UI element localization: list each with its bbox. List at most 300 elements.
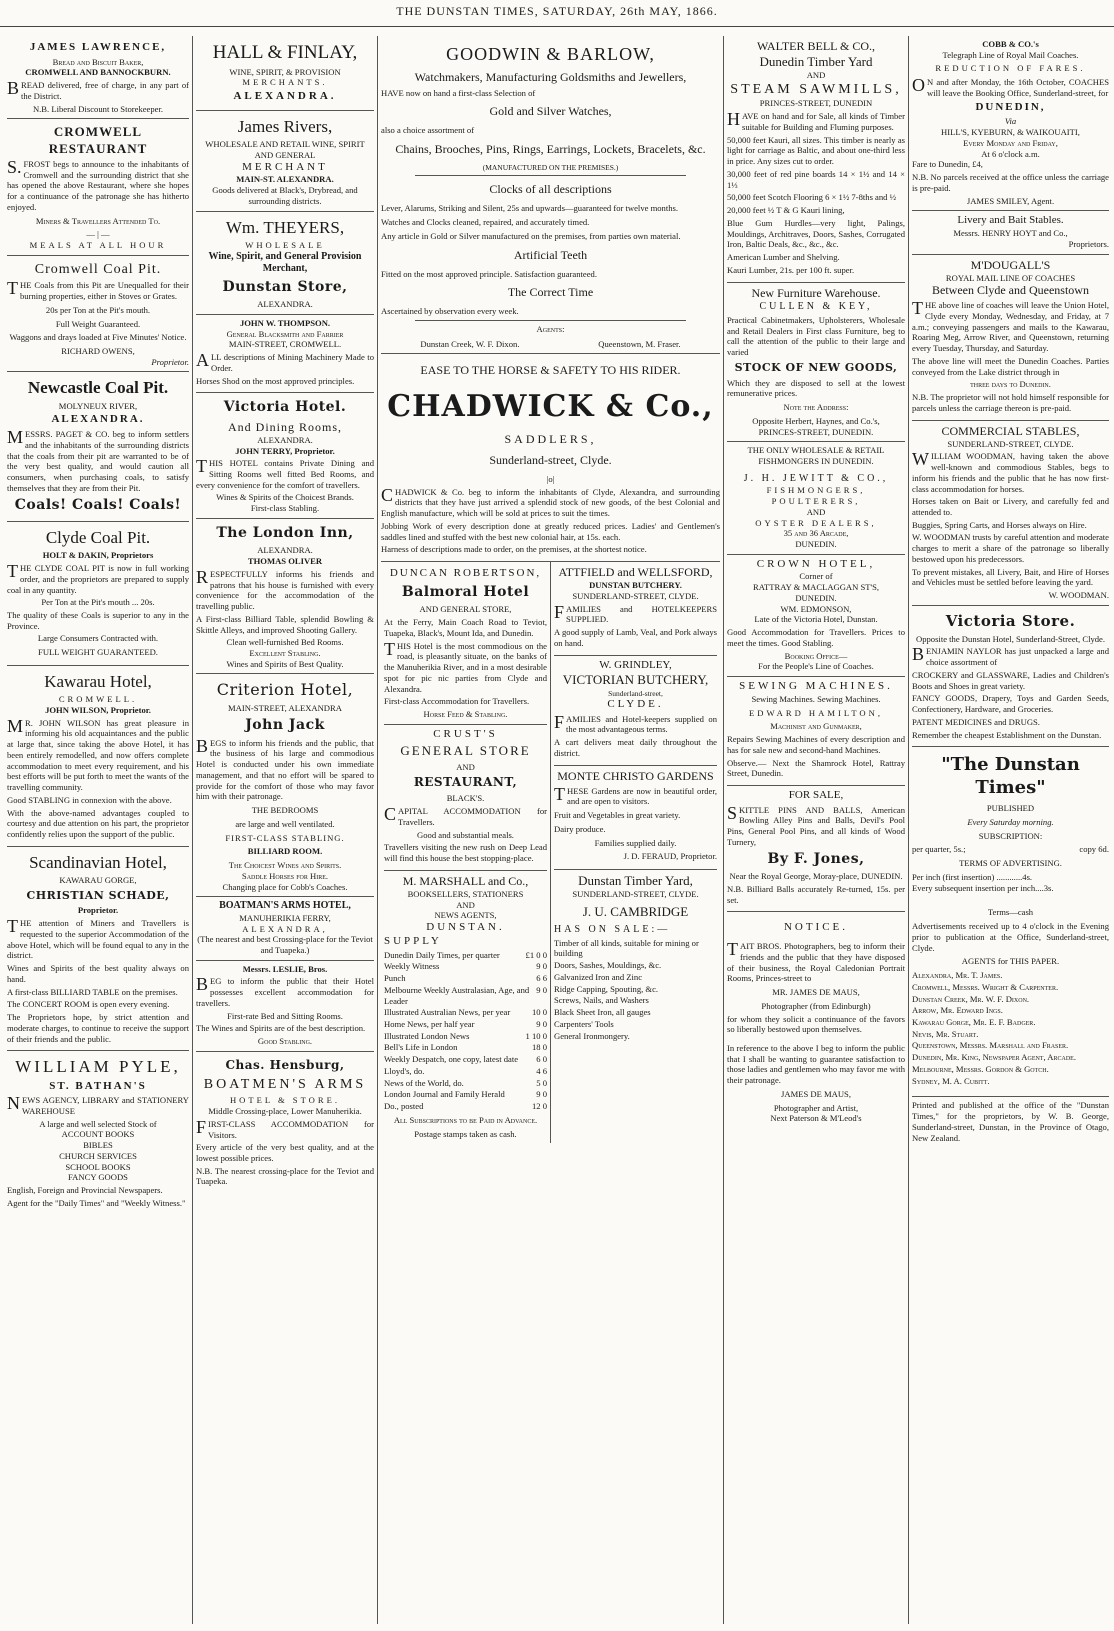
ad-note: Horses taken on Bait or Livery, and carefully fed and attended to. <box>912 496 1109 517</box>
ad-note: Agents: <box>536 324 565 335</box>
ad-note: Good Stabling. <box>257 1036 313 1047</box>
ad-subtitle: Bread and Biscuit Baker, <box>52 56 144 67</box>
ad-note: AND <box>456 899 475 910</box>
ad-goodwin-barlow <box>381 36 720 354</box>
ad-title: Wm. THEYERS, <box>225 217 345 237</box>
ad-scandinavian-hotel <box>7 847 189 1052</box>
price-row: Illustrated Australian News, per year 10 0 <box>384 1007 547 1018</box>
ad-note: FULL WEIGHT GUARANTEED. <box>38 647 158 658</box>
ad-title: Scandinavian Hotel, <box>29 852 167 872</box>
ad-dunstan-times <box>912 747 1109 1149</box>
ad-title: Victoria Hotel. <box>223 399 347 416</box>
ad-owner: MR. JAMES DE MAUS, <box>772 987 860 998</box>
ad-title: W. GRINDLEY, <box>599 658 672 671</box>
ad-note: Full Weight Guaranteed. <box>55 318 141 329</box>
price-row: Dunedin Daily Times, per quarter £1 0 0 <box>384 949 547 960</box>
ad-james-rivers <box>196 111 374 212</box>
ad-title: COBB & CO.'s <box>982 39 1039 49</box>
ad-note: Coals! Coals! Coals! <box>14 496 182 513</box>
ad-note: Wines and Spirits of the best quality always on hand. <box>7 963 189 984</box>
ad-victoria-store <box>912 606 1109 747</box>
ad-note: Remember the cheapest Establishment on the Dunstan. <box>912 729 1102 740</box>
ad-theyers <box>196 212 374 315</box>
price-row: Home News, per half year 9 0 <box>384 1018 547 1029</box>
ad-hensburg <box>196 1052 374 1193</box>
ad-note: Via <box>1004 116 1017 127</box>
ad-body: for whom they solicit a continuance of the favors so liberally bestowed upon themselves. <box>727 1013 905 1035</box>
ad-duncan-robertson <box>384 562 547 725</box>
ad-note: Kauri Lumber, 21s. per 100 ft. super. <box>727 264 855 275</box>
ad-title: Messrs. LESLIE, Bros. <box>242 963 328 974</box>
ad-body: THIS HOTEL contains Private Dining and Sitting Rooms well fitted Bed Rooms, and every convenience for the comfort of travellers. <box>196 456 374 490</box>
ad-place: SUNDERLAND-STREET, CLYDE. <box>572 590 699 601</box>
ad-title: CROMWELL RESTAURANT <box>48 124 148 156</box>
ad-place: PRINCES-STREET, DUNEDIN. <box>758 426 874 437</box>
ad-owner: THOMAS OLIVER <box>247 556 323 567</box>
ad-price: 20s per Ton at the Pit's mouth. <box>45 304 151 315</box>
ad-subtitle: Machinist and Gunmaker, <box>770 721 862 732</box>
ad-place: DUNSTAN. <box>426 921 505 934</box>
ad-place: DUNEDIN, <box>975 100 1046 113</box>
masthead: THE DUNSTAN TIMES, SATURDAY, 26th MAY, 1866. <box>0 0 1114 27</box>
ad-place: ALEXANDRA. <box>233 90 337 103</box>
ad-owner: Messrs. HENRY HOYT and Co., <box>953 228 1068 239</box>
ad-title: Cromwell Coal Pit. <box>34 261 162 277</box>
ad-note: Corner of <box>799 571 833 582</box>
ad-title: HALL & FINLAY, <box>212 42 358 63</box>
ad-subtitle: Balmoral Hotel <box>401 583 530 600</box>
ad-body: In reference to the above I beg to inform the public that I shall be wanting to guarantee satisfaction to those ladies and gentlemen who may favor me with their patronage. <box>727 1043 905 1086</box>
ad-role: Photographer and Artist, <box>773 1102 859 1113</box>
ad-owner: JOHN TERRY, Proprietor. <box>235 445 335 456</box>
list-item: Nevis, Mr. Stuart. <box>912 1028 979 1039</box>
list-item: Black Sheet Iron, all gauges <box>554 1007 651 1018</box>
ad-body: Practical Cabinetmakers, Upholsterers, Wholesale and Retail Dealers in First class Furniture, beg to call the attention of the public to their large and varied <box>727 315 905 358</box>
ad-note: Miners & Travellers Attended To. <box>35 215 161 226</box>
ad-boatmans-arms <box>196 897 374 960</box>
ad-body: ALL descriptions of Mining Machinery Made to Order. <box>196 350 374 373</box>
ad-body: (The nearest and best Crossing-place for the Teviot and Tuapeka.) <box>197 934 373 955</box>
ad-owner: J. U. CAMBRIDGE <box>582 903 689 919</box>
ad-subtitle: SUPPLY <box>384 934 442 947</box>
ad-note: Fruit and Vegetables in great variety. <box>554 810 681 821</box>
ad-commercial-stables <box>912 421 1109 606</box>
ad-subtitle: General Blacksmith and Farrier <box>226 328 344 339</box>
ad-subtitle: HAS ON SALE:— <box>554 924 671 936</box>
ad-body: Watches and Clocks cleaned, repaired, and accurately timed. <box>381 217 590 228</box>
ad-body: Jobbing Work of every description done at greatly reduced prices. Ladies' and Gentlemen's saddles lined and stuffed with the best new colonial hair, at 15s. each. <box>381 520 720 542</box>
ad-note: (MANUFACTURED ON THE PREMISES.) <box>482 162 619 172</box>
ad-note: AND <box>806 70 826 81</box>
column-1 <box>4 36 192 1624</box>
ad-note: Every Saturday morning. <box>967 816 1054 827</box>
ad-subtitle: VICTORIAN BUTCHERY, <box>562 672 709 688</box>
ad-note: First-rate Bed and Sitting Rooms. <box>227 1010 343 1021</box>
ad-new-furniture <box>727 283 905 443</box>
paper-title: "The Dunstan Times" <box>941 754 1080 798</box>
ad-note: Good and substantial meals. <box>417 829 514 840</box>
ad-note: THE BEDROOMS <box>251 805 319 816</box>
ad-subtitle: Sewing Machines. Sewing Machines. <box>751 693 881 704</box>
list-item: Timber of all kinds, suitable for mining or building <box>554 937 699 959</box>
ad-place: PRINCES-STREET, DUNEDIN <box>759 98 873 109</box>
ad-body: THE attention of Miners and Travellers is requested to the superior Accommodation of the above Hotel, which will be found equal to any in the district. <box>7 916 189 961</box>
ad-title: Criterion Hotel, <box>216 680 354 700</box>
ad-cobb-co <box>912 36 1109 211</box>
ad-owner: HOLT & DAKIN, Proprietors <box>42 550 154 561</box>
ad-body: MR. JOHN WILSON has great pleasure in informing his old acquaintances and the public at large that, since taking the above Hotel, it has been entirely remodelled, and now offers complete accommodation to meet every requirement, and his best efforts will be put forth to meet the wants of the travelling community. <box>7 715 189 793</box>
list-item: FANCY GOODS <box>68 1172 128 1183</box>
ad-subtitle: REDUCTION OF FARES. <box>935 63 1086 74</box>
ad-owner: JAMES DE MAUS, <box>781 1088 851 1099</box>
ad-note: Families supplied daily. <box>594 837 677 848</box>
ad-note: three days to Dunedin. <box>970 379 1051 390</box>
ad-note: CROCKERY and GLASSWARE, Ladies and Children's Boots and Shoes in great variety. <box>912 669 1109 691</box>
ad-note: N.B. Liberal Discount to Storekeeper. <box>32 103 164 114</box>
ad-owner: By F. Jones, <box>767 850 865 867</box>
ad-subtitle: EASE TO THE HORSE & SAFETY TO HIS RIDER. <box>420 363 681 378</box>
ad-place: BLACK'S. <box>446 793 485 804</box>
separator: — | — <box>86 229 110 240</box>
ad-subtitle: WHOLESALE AND RETAIL WINE, SPIRIT AND GENERAL <box>205 139 365 160</box>
ad-note: 50,000 feet Scotch Flooring 6 × 1½ 7-8ths and ½ <box>727 192 897 203</box>
ad-body: THE above line of coaches will leave the Union Hotel, Clyde every Monday, Wednesday, and Friday, at 7 a.m.; conveying passengers and mails to the Kawarau, Roaring Meg, Arrow River, and Queenstown, returning every Tuesday, Thursday, and Saturday. <box>912 298 1109 354</box>
list-item: Dunstan Creek, Mr. W. F. Dixon. <box>912 993 1030 1004</box>
ad-subtitle: And Dining Rooms, <box>227 419 342 434</box>
list-item: Carpenters' Tools <box>554 1018 614 1029</box>
ad-owner: J. D. FERAUD, Proprietor. <box>623 851 717 862</box>
ad-sewing-machines <box>727 677 905 786</box>
ad-note: English, Foreign and Provincial Newspapers. <box>7 1185 163 1196</box>
column-3 <box>377 36 723 1624</box>
ad-owner: RICHARD OWENS, <box>61 345 135 356</box>
ad-note: Postage stamps taken as cash. <box>414 1128 517 1139</box>
ad-note: Advertisements received up to 4 o'clock in the Evening prior to publication at the Office, Sunderland-street, Clyde. <box>912 921 1109 953</box>
ad-body: FAMILIES and HOTELKEEPERS SUPPLIED. <box>554 601 717 625</box>
ad-place: ALEXANDRA. <box>257 299 313 310</box>
ad-place: ALEXANDRA. <box>257 434 313 445</box>
ad-body: FIRST-CLASS ACCOMMODATION for Visitors. <box>196 1116 374 1140</box>
ad-place: At the Ferry, Main Coach Road to Teviot, Tuapeka, Black's, Mount Ida, and Dunedin. <box>384 617 547 638</box>
list-item: Galvanized Iron and Zinc <box>554 971 643 982</box>
list-item: Ridge Capping, Spouting, &c. <box>554 983 659 994</box>
ad-place: MANUHERIKIA FERRY, <box>239 912 331 923</box>
col3-split <box>381 562 720 1143</box>
ad-price: Fare to Dunedin, £4, <box>912 159 983 170</box>
ad-role: Proprietors. <box>1068 238 1109 249</box>
ad-william-pyle <box>7 1051 189 1214</box>
ad-note: Horse Feed & Stabling. <box>423 708 508 719</box>
ad-title: BOATMAN'S ARMS HOTEL, <box>219 900 351 912</box>
ad-note: Photographer (from Edinburgh) <box>761 1000 871 1011</box>
ad-clyde-coal <box>7 522 189 666</box>
ad-subtitle: GENERAL STORE <box>400 743 531 759</box>
ad-subtitle: WINE, SPIRIT, & PROVISION <box>229 66 341 77</box>
ad-note: A good supply of Lamb, Veal, and Pork always on hand. <box>554 627 717 648</box>
ad-subtitle: DUNSTAN BUTCHERY. <box>589 580 682 591</box>
ad-body: BEGS to inform his friends and the public, that the business of his large and commodious Hotel is conducted under his own immediate management, and that no effort will be spared to provide for the comfort of those who may favor him with their patronage. <box>196 735 374 802</box>
ad-owner: John Jack <box>245 717 325 734</box>
ad-place: CLYDE. <box>607 697 664 710</box>
ad-body: Ascertained by observation every week. <box>381 306 519 317</box>
ad-place: Sunderland-street, Clyde. <box>489 452 612 467</box>
ad-place: MAIN-STREET, ALEXANDRA <box>228 703 342 714</box>
price-row: Weekly Despatch, one copy, latest date 6 0 <box>384 1054 547 1065</box>
ad-note: PUBLISHED <box>986 803 1035 814</box>
list-item: Arrow, Mr. Edward Ings. <box>912 1005 1003 1016</box>
ad-owner: JOHN WILSON, Proprietor. <box>45 704 151 715</box>
ad-attfield <box>554 562 717 655</box>
ad-note: Buggies, Spring Carts, and Horses always on Hire. <box>912 519 1087 530</box>
ad-title: JOHN W. THOMPSON. <box>239 317 331 328</box>
ad-title: The London Inn, <box>216 524 354 541</box>
ad-body: Fitted on the most approved principle. Satisfaction guaranteed. <box>381 268 597 279</box>
ad-body: BENJAMIN NAYLOR has just unpacked a large and choice assortment of <box>912 644 1109 668</box>
ad-subtitle: SUBSCRIPTION: <box>978 830 1043 841</box>
ad-body: CAPITAL ACCOMMODATION for Travellers. <box>384 804 547 827</box>
ad-newcastle-coal <box>7 372 189 522</box>
ad-walter-bell <box>727 36 905 283</box>
ad-place: MAIN-STREET, CROMWELL. <box>228 339 342 350</box>
imprint: Printed and published at the office of the "Dunstan Times," for the proprietors, by W. B. George, Sunderland-street, Dunstan, in the Province of Otago, New Zealand. <box>912 1096 1109 1143</box>
ad-note: AND <box>456 761 475 772</box>
ad-note: Late of the Victoria Hotel, Dunstan. <box>754 614 878 625</box>
column-4 <box>723 36 908 1624</box>
ad-body: Any article in Gold or Silver manufactured on the premises, from parties own material. <box>381 230 681 241</box>
ad-crown-hotel <box>727 555 905 677</box>
ad-place: RATTRAY & MACLAGGAN ST'S, <box>752 582 879 593</box>
ad-title: GOODWIN & BARLOW, <box>446 44 655 64</box>
price-row: Bell's Life in London 18 0 <box>384 1042 547 1053</box>
price-row: Do., posted 12 0 <box>384 1101 547 1112</box>
ad-note: Observe.— Next the Shamrock Hotel, Rattray Street, Dunedin. <box>727 757 905 779</box>
ad-crusts-store <box>384 725 547 871</box>
ad-for-sale <box>727 786 905 912</box>
ad-place: SUNDERLAND-STREET, CLYDE. <box>572 889 699 900</box>
list-item: Sydney, M. A. Cubitt. <box>912 1075 990 1086</box>
ad-monte-christo <box>554 766 717 870</box>
ad-owner: W. WOODMAN. <box>1048 590 1109 601</box>
ad-subtitle: NEWS AGENTS, <box>434 910 497 921</box>
ad-subtitle: Dunedin Timber Yard <box>759 54 873 69</box>
ad-note: Every Monday and Friday, <box>963 137 1058 148</box>
ad-title: Dunstan Store, <box>222 278 348 295</box>
ad-body: Lever, Alarums, Striking and Silent, 25s and upwards—guaranteed for twelve months. <box>381 203 679 214</box>
ad-owner: EDWARD HAMILTON, <box>749 707 883 718</box>
ad-subtitle: Telegraph Line of Royal Mail Coaches. <box>942 49 1079 60</box>
ad-subtitle: AND GENERAL STORE, <box>419 604 512 615</box>
ad-note: Every article of the very best quality, and at the lowest possible prices. <box>196 1142 374 1164</box>
goods-list <box>554 938 717 1042</box>
ad-place: KAWARAU GORGE, <box>59 874 137 885</box>
ad-note: FIRST-CLASS STABLING. <box>225 832 345 843</box>
ad-note: Booking Office— <box>784 650 848 661</box>
ad-subtitle: ROYAL MAIL LINE OF COACHES <box>945 272 1076 283</box>
ad-note: MEALS AT ALL HOUR <box>29 240 167 251</box>
ad-note: The CONCERT ROOM is open every evening. <box>7 999 170 1010</box>
separator: |o| <box>546 473 555 484</box>
ad-subtitle: Artificial Teeth <box>513 247 588 262</box>
ad-note: BILLIARD ROOM. <box>247 846 323 857</box>
ad-price: per quarter, 5s.; <box>912 844 966 855</box>
ad-note: 30,000 feet of red pine boards 14 × 1½ and 14 × 1⅓ <box>727 168 905 190</box>
ad-note: PATENT MEDICINES and DRUGS. <box>912 716 1040 727</box>
ad-place: Sunderland-street, <box>608 688 663 698</box>
list-item: Queenstown, Messrs. Marshall and Fraser. <box>912 1040 1069 1051</box>
ad-note: W. WOODMAN trusts by careful attention and moderate charges to merit a share of the patronage so liberally bestowed upon his predecessors. <box>912 532 1109 564</box>
ad-title: M'DOUGALL'S <box>970 257 1051 272</box>
ad-body: MESSRS. PAGET & CO. beg to inform settlers and the inhabitants of the surrounding districts that the coals from their pit are warranted to be of the very best quality, and would caution all consumers, when purchasing coals, to satisfy themselves that they are from their Pit. <box>7 427 189 493</box>
ad-title: New Furniture Warehouse. <box>751 285 881 300</box>
ad-subtitle: The Correct Time <box>507 285 594 300</box>
price-list <box>384 950 547 1112</box>
ad-body: THESE Gardens are now in beautiful order, and are open to visitors. <box>554 783 717 807</box>
ad-body: THIS Hotel is the most commodious on the road, is pleasantly situate, on the banks of the Manuherikia River, and in a most desirable spot for pic nic parties from Clyde and Alexandra. <box>384 638 547 694</box>
ad-cromwell-restaurant <box>7 119 189 255</box>
ad-jewitt <box>727 442 905 554</box>
ad-note: Clean well-furnished Bed Rooms. <box>226 637 344 648</box>
ad-notice <box>727 912 905 1128</box>
ad-note: Good STABLING in connexion with the above. <box>7 794 172 805</box>
ad-subtitle: MERCHANT <box>242 160 328 173</box>
ad-subtitle: POULTERERS, <box>771 496 861 507</box>
ad-title: Victoria Store. <box>945 611 1076 630</box>
ad-subtitle: STOCK OF NEW GOODS, <box>734 360 898 374</box>
ad-subtitle: Wine, Spirit, and General Provision Merchant, <box>208 250 362 275</box>
ad-subtitle: Watchmakers, Manufacturing Goldsmiths and Jewellers, <box>414 69 687 84</box>
ad-dunstan-timber-yard <box>554 870 717 1046</box>
price-row: Melbourne Weekly Australasian, Age, and Leader 9 0 <box>384 984 547 1006</box>
ad-note: Dairy produce. <box>554 823 606 834</box>
ad-body: BEG to inform the public that their Hotel possesses excellent accommodation for travellers. <box>196 974 374 1008</box>
ad-place: ALEXANDRA. <box>257 545 313 556</box>
ad-place: MAIN-ST. ALEXANDRA. <box>236 174 334 185</box>
ad-place: Opposite the Dunstan Hotel, Sunderland-Street, Clyde. <box>915 633 1106 644</box>
ad-note: N.B. The proprietor will not hold himself responsible for parcels unless the carriage thereon is pre-paid. <box>912 392 1109 413</box>
ad-note: A large and well selected Stock of <box>39 1118 157 1129</box>
ad-note: The Wines and Spirits are of the best description. <box>196 1023 366 1034</box>
ad-place: CROMWELL. <box>58 694 138 705</box>
ad-place: 35 and 36 Arcade, <box>783 528 849 539</box>
ad-note: THE ONLY WHOLESALE & RETAIL FISHMONGERS IN DUNEDIN. <box>747 445 885 467</box>
ad-body: Harness of descriptions made to order, on the premises, at the shortest notice. <box>381 544 647 555</box>
ad-subtitle: SADDLERS, <box>504 431 597 446</box>
ad-lawrence <box>7 36 189 119</box>
list-item: Cromwell, Messrs. Wright & Carpenter. <box>912 981 1059 992</box>
list-item: ACCOUNT BOOKS <box>61 1129 135 1140</box>
ad-title: James Rivers, <box>237 116 333 136</box>
ad-subtitle: RESTAURANT, <box>413 775 518 790</box>
ad-leslie-bros <box>196 961 374 1052</box>
ad-body: BREAD delivered, free of charge, in any part of the District. <box>7 78 189 101</box>
ad-title: BOATMEN'S ARMS <box>203 1076 367 1092</box>
ad-note: Horses Shod on the most approved principles. <box>196 375 355 386</box>
ad-note: are large and well ventilated. <box>235 818 335 829</box>
ad-note: Large Consumers Contracted with. <box>37 633 159 644</box>
agent-name: Dunstan Creek, W. F. Dixon. <box>420 338 520 349</box>
price-row: Punch 6 6 <box>384 973 547 984</box>
ad-body: ON and after Monday, the 16th October, COACHES will leave the Booking Office, Sunderland-street, for <box>912 75 1109 98</box>
ad-note: Blue Gum Hurdles—very light, Palings, Mouldings, Architraves, Doors, Sashes, Corrugated Iron, Baltic Deals, &c., &c., &c. <box>727 217 905 250</box>
ad-note: The above line will meet the Dunedin Coaches. Parties conveyed from the Lake district through in <box>912 355 1109 377</box>
ad-subtitle: Gold and Silver Watches, <box>489 104 612 119</box>
ad-marshall <box>384 871 547 1143</box>
ad-body: S.FROST begs to announce to the inhabitants of Cromwell and the surrounding district that she has opened the above Restaurant, where she hopes for a continuance of the patronage she has hitherto enjoyed. <box>7 156 189 212</box>
list-item: General Ironmongery. <box>554 1030 630 1041</box>
ad-note: 50,000 feet Kauri, all sizes. This timber is nearly as light for carriage as Baltic, and about one-third less in price. Any sizes cut to order. <box>727 134 905 167</box>
ad-note: With the above-named advantages coupled to courtesy and due attention on his part, the proprietor confidently relies upon the support of the public. <box>7 807 189 839</box>
ad-body: THE CLYDE COAL PIT is now in full working order, and the proprietors are prepared to supply coal in any quantity. <box>7 561 189 595</box>
ad-owner: WM. EDMONSON, <box>780 603 852 614</box>
ad-title: Clyde Coal Pit. <box>45 528 151 548</box>
ad-subtitle: HOTEL & STORE. <box>229 1095 341 1106</box>
ad-grindley <box>554 656 717 766</box>
ad-owner: JAMES SMILEY, Agent. <box>966 195 1055 206</box>
ad-note: Agent for the "Daily Times" and "Weekly Witness." <box>7 1197 186 1208</box>
ad-price: Every subsequent insertion per inch....3s. <box>912 882 1054 893</box>
ad-place: DUNEDIN. <box>795 592 837 603</box>
ad-title: Kawarau Hotel, <box>44 671 152 691</box>
price-row: Illustrated London News 1 10 0 <box>384 1030 547 1041</box>
ad-subtitle: AGENTS for THIS PAPER. <box>961 956 1060 967</box>
ad-role: Proprietor. <box>151 356 189 367</box>
column-2 <box>192 36 377 1624</box>
ad-note: First-class Stabling. <box>250 503 320 514</box>
ad-place: CROMWELL AND BANNOCKBURN. <box>25 67 171 78</box>
ad-note: N.B. No parcels received at the office unless the carriage is pre-paid. <box>912 172 1109 193</box>
ad-body: NEWS AGENCY, LIBRARY and STATIONERY WAREHOUSE <box>7 1093 189 1117</box>
ad-title: NOTICE. <box>783 921 849 934</box>
list-item: Dunedin, Mr. King, Newspaper Agent, Arcade. <box>912 1052 1076 1063</box>
ad-title: ATTFIELD and WELLSFORD, <box>558 565 713 580</box>
ad-note: Waggons and drays loaded at Five Minutes' Notice. <box>9 332 187 343</box>
ad-note: To prevent mistakes, all Livery, Bait, and Hire of Horses and Vehicles must be settled before leaving the yard. <box>912 566 1109 588</box>
ad-cromwell-coal <box>7 256 189 373</box>
ad-victoria-hotel <box>196 393 374 519</box>
ad-title: Livery and Bait Stables. <box>957 214 1064 227</box>
ad-body: HAVE now on hand a first-class Selection of <box>381 87 536 98</box>
ad-note: Note the Address: <box>783 402 849 413</box>
ad-title: DUNCAN ROBERTSON, <box>389 567 542 580</box>
price-row: News of the World, do. 5 0 <box>384 1077 547 1088</box>
ad-note: Wines & Spirits of the Choicest Brands. <box>216 492 354 503</box>
list-item: Melbourne, Messrs. Gordon & Gotch. <box>912 1063 1049 1074</box>
ad-kawarau-hotel <box>7 666 189 847</box>
ad-price: copy 6d. <box>1079 844 1109 855</box>
ad-note: AND <box>806 506 826 517</box>
ad-body: THE Coals from this Pit are Unequalled for their burning properties, either in Stoves or Grates. <box>7 278 189 302</box>
ad-price: Per Ton at the Pit's mouth ... 20s. <box>41 597 155 608</box>
ad-subtitle: OYSTER DEALERS, <box>755 517 877 528</box>
ad-body: Goods delivered at Black's, Drybread, and surrounding districts. <box>212 185 358 206</box>
column-5 <box>908 36 1112 1624</box>
ad-thompson <box>196 315 374 393</box>
ad-place: ST. BATHAN'S <box>49 1079 147 1092</box>
ad-note: A cart delivers meat daily throughout the district. <box>554 737 717 758</box>
col3-right <box>550 562 720 1143</box>
ad-note: For the People's Line of Coaches. <box>758 661 874 672</box>
ad-title: SEWING MACHINES. <box>739 680 893 693</box>
ad-title: J. H. JEWITT & CO., <box>743 472 889 484</box>
ad-title: Chas. Hensburg, <box>225 1057 345 1072</box>
ad-note: At 6 o'clock a.m. <box>981 148 1040 159</box>
ad-body: Repairs Sewing Machines of every description and has for sale new and second-hand Machines. <box>727 734 905 755</box>
ad-title: WILLIAM PYLE, <box>15 1057 181 1077</box>
agent-name: Queenstown, M. Fraser. <box>598 338 681 349</box>
ad-body: TAIT BROS. Photographers, beg to inform their friends and the public that they have disposed of their business, the Royal Caledonian Portrait Rooms, Princes-street to <box>727 939 905 984</box>
ad-subtitle: STEAM SAWMILLS, <box>730 81 902 97</box>
ad-note: FANCY GOODS, Drapery, Toys and Garden Seeds, Confectionery, Hardware, and Groceries. <box>912 693 1109 715</box>
